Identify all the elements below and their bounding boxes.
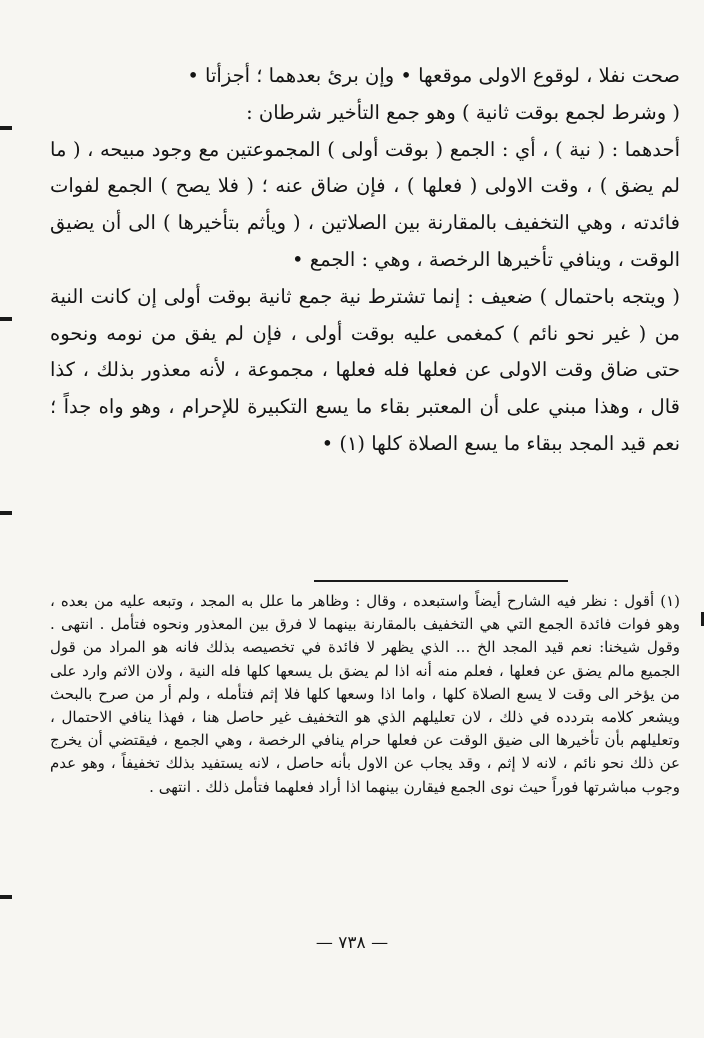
margin-mark — [0, 511, 12, 515]
margin-mark — [0, 317, 12, 321]
footnote-divider — [314, 580, 568, 582]
paragraph: ( ويتجه باحتمال ) ضعيف : إنما تشترط نية جمع ثانية بوقت أولى إن كانت النية من ( غير نحو نائم ) كمغمى عليه بوقت أولى ، فإن لم يفق من نومه ونحوه حتى ضاق وقت الاولى عن فعلها فله فعلها ، مجموعة ، لأنه معذور بذلك ، كذا قال ، وهذا مبني على أن المعتبر بقاء ما يسع التكبيرة للإحرام ، وهو واه جداً ؛ نعم قيد المجد ببقاء ما يسع الصلاة كلها (١) • — [50, 284, 680, 455]
footnote — [50, 590, 680, 799]
paragraph: أحدهما : ( نية ) ، أي : الجمع ( بوقت أولى ) المجموعتين مع وجود مبيحه ، ( ما لم يضق ) ، وقت الاولى ( فعلها ) ، فإن ضاق عنه ؛ ( فلا يصح ) الجمع لفوات فائدته ، وهي التخفيف بالمقارنة بين الصلاتين ، ( ويأثم بتأخيرها ) الى أن يضيق الوقت ، وينافي تأخيرها الرخصة ، وهي : الجمع • — [50, 137, 680, 271]
paragraph: صحت نفلا ، لوقوع الاولى موقعها • وإن برئ بعدهما ؛ أجزأتا • — [187, 64, 680, 87]
footnote-text: (١) أقول : نظر فيه الشارح أيضاً واستبعده ، وقال : وظاهر ما علل به المجد ، وتبعه عليه من بعده ، وهو فوات فائدة الجمع التي هي التخفيف بالمقارنة بينهما لا فرق بين المعذور ونحوه فتأمل . انتهى . وقول شيخنا: نعم قيد المجد الخ ... الذي يظهر لا فائدة في تخصيصه بذلك فانه هو المراد من قول الجميع مالم يضق عن فعلها ، فعلم منه أنه اذا لم يضق بل يسعها كلها فله النية ، ولان الاثم وارد على من يؤخر الى وقت لا يسع الصلاة كلها ، واما اذا وسعها كلها فلا إثم فتأمله ، ولم أر من صرح بالبحث ويشعر كلامه بتردده في ذلك ، لان تعليلهم الذي هو التخفيف غير حاصل هنا ، فهذا ينافي الاحتمال ، وتعليلهم بأن تأخيرها الى ضيق الوقت عن فعلها حرام ينافي الرخصة ، وهي الجمع ، فيقتضي أن يخرج عن ذلك نحو نائم ، لانه لا إثم ، وقد يجاب عن الاول بأنه حاصل ، لانه يستفيد بذلك تخفيفاً ، وهو عدم وجوب مباشرتها فوراً حيث نوى الجمع فيقارن بينهما اذا أراد فعلهما فتأمل ذلك . انتهى . — [50, 592, 680, 796]
margin-mark — [0, 895, 12, 899]
margin-mark — [0, 126, 12, 130]
main-text — [50, 58, 680, 463]
paragraph: ( وشرط لجمع بوقت ثانية ) وهو جمع التأخير شرطان : — [246, 100, 680, 124]
page-number: — ٧٣٨ — — [315, 933, 389, 953]
